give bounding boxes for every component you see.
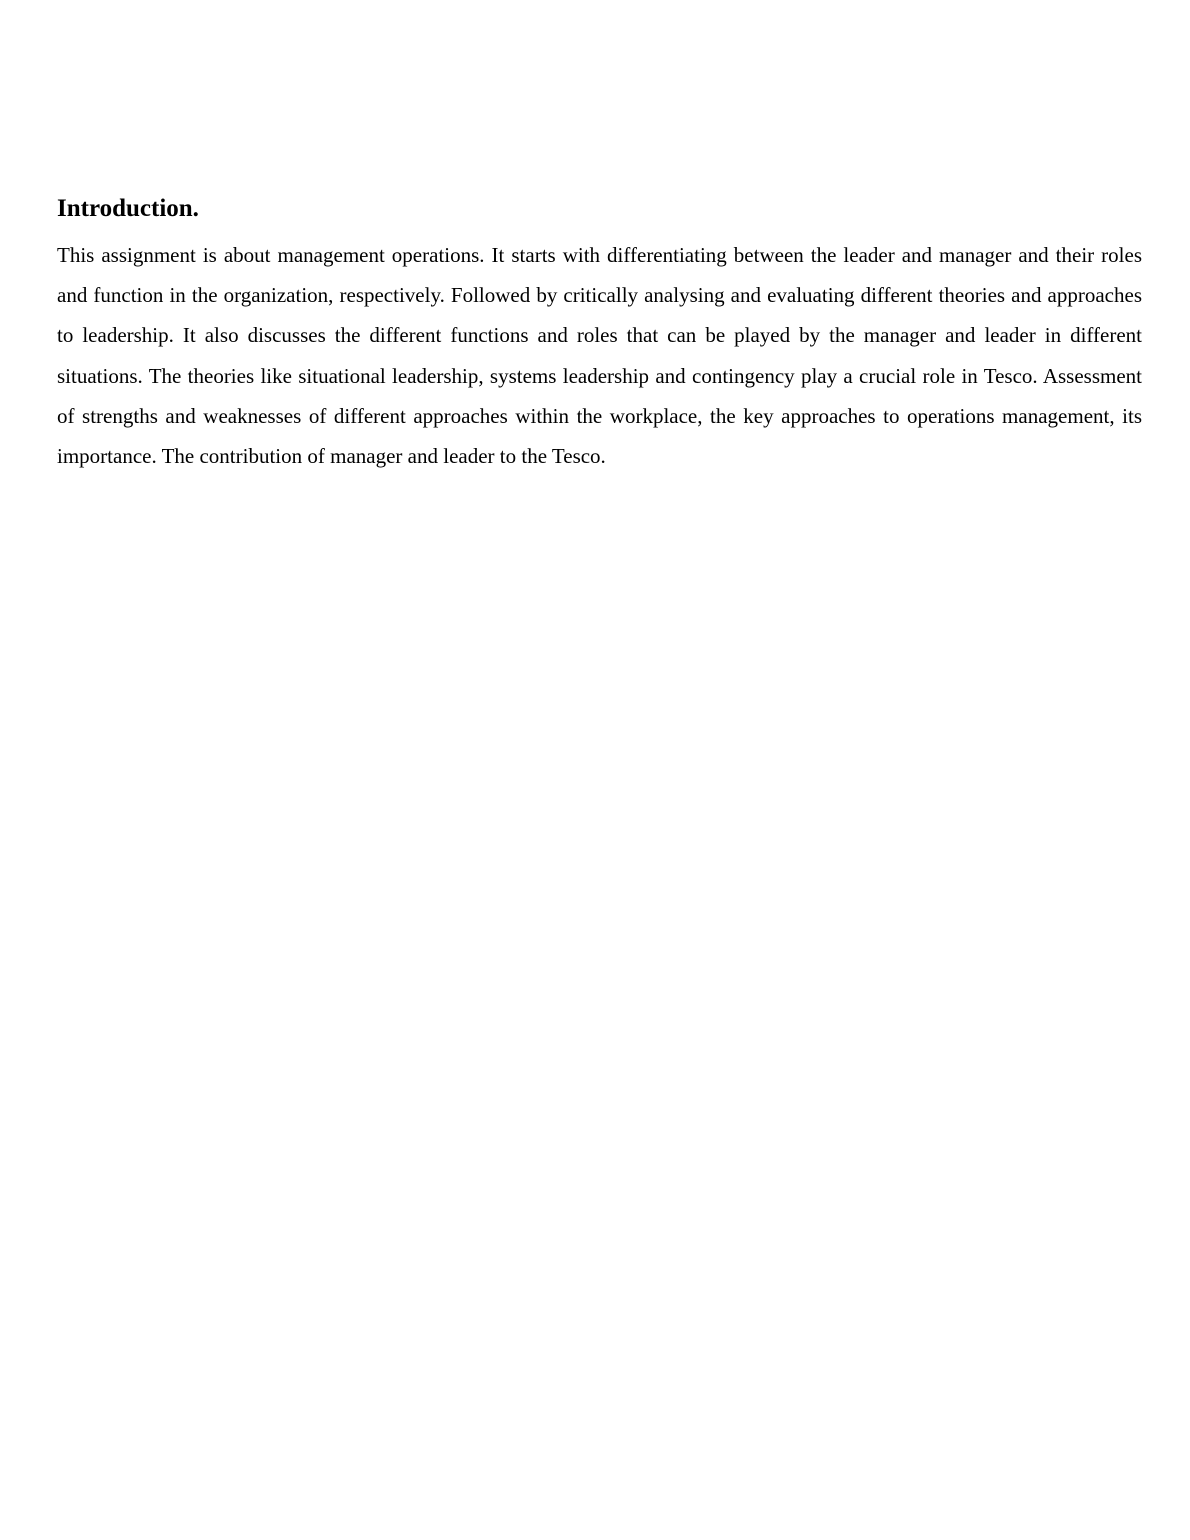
section-heading: Introduction. [57, 195, 199, 222]
introduction-paragraph: This assignment is about management operations. It starts with differentiating between the leader and manager and their roles and function in the organization, respectively. Followed by critically analysing and evaluating different theories and approaches to leadership. It also discusses the different functions and roles that can be played by the manager and leader in different situations. The theories like situational leadership, systems leadership and contingency play a crucial role in Tesco. Assessment of strengths and weaknesses of different approaches within the workplace, the key approaches to operations management, its importance. The contribution of manager and leader to the Tesco. [57, 243, 1142, 469]
document-content [57, 192, 1142, 476]
